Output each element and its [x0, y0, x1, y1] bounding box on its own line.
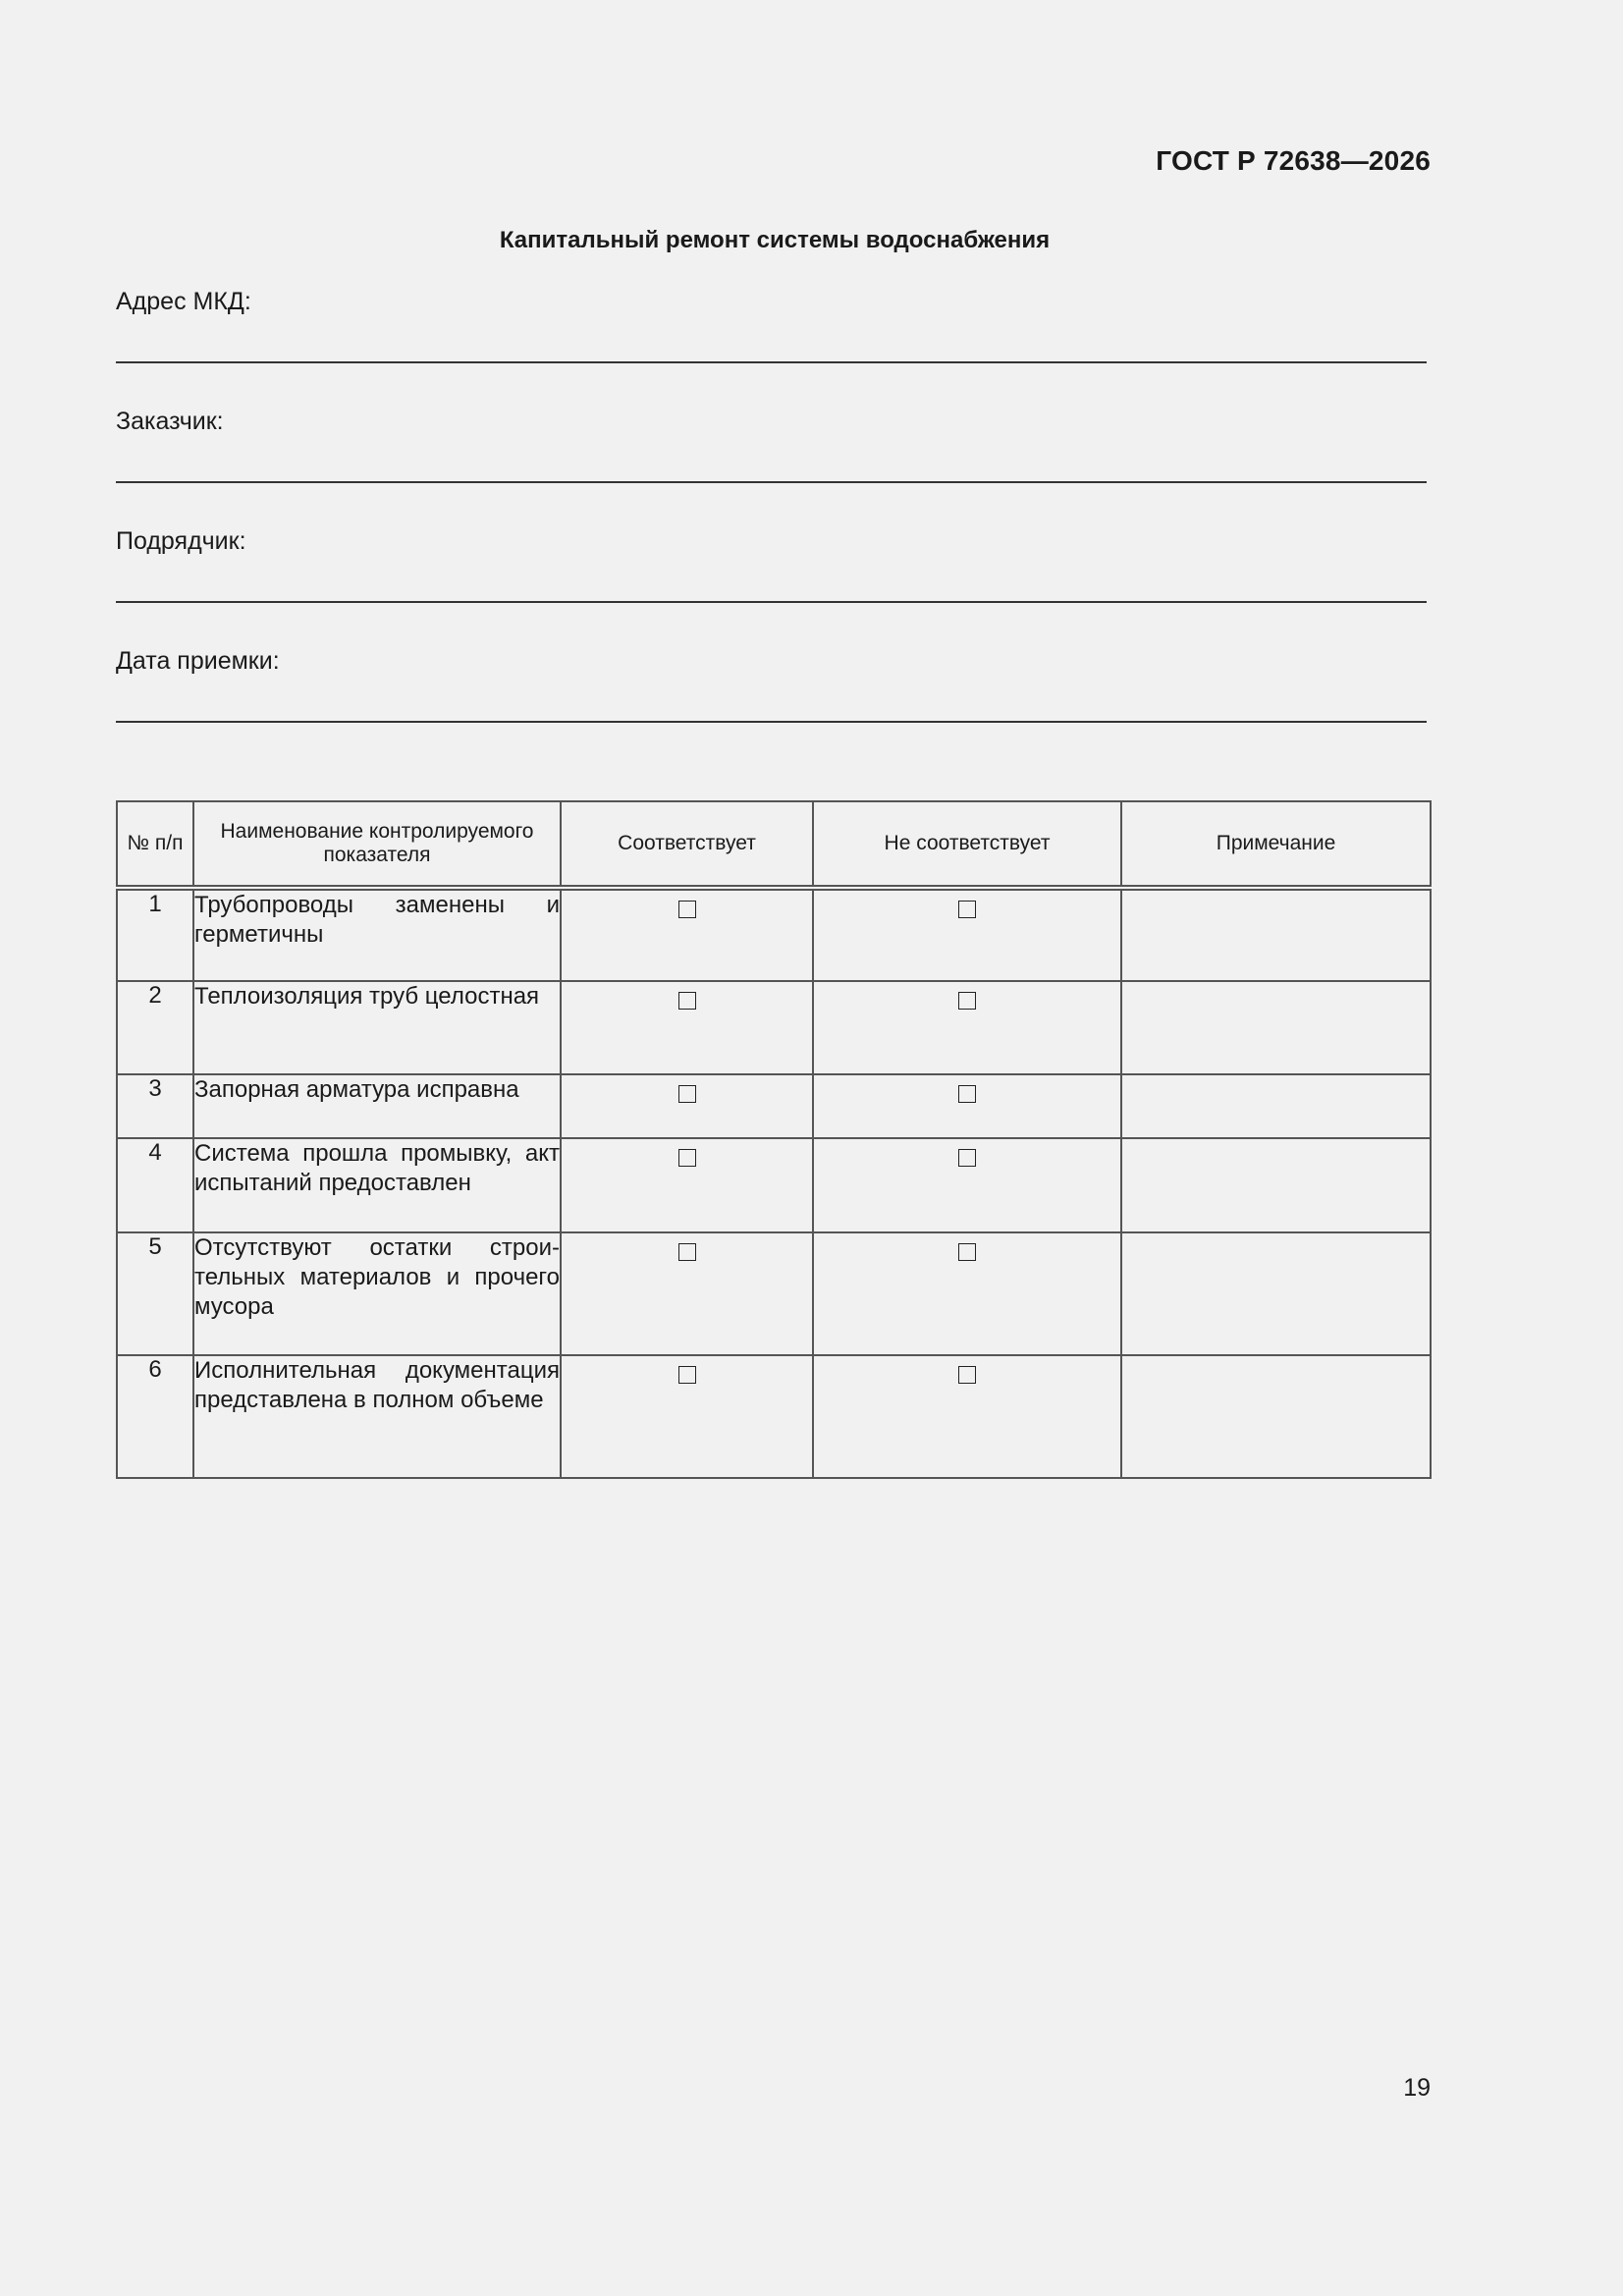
field-acceptance-date — [116, 646, 1427, 723]
row-number: 1 — [117, 888, 193, 981]
note-cell[interactable] — [1121, 1355, 1431, 1478]
row-indicator: Запорная арматура исправна — [193, 1074, 561, 1138]
table-row — [117, 1232, 1431, 1355]
note-cell[interactable] — [1121, 1074, 1431, 1138]
field-customer — [116, 407, 1427, 483]
field-acceptance-date-label: Дата приемки: — [116, 647, 280, 675]
field-contractor-label: Подрядчик: — [116, 527, 246, 555]
table-row — [117, 1355, 1431, 1478]
complies-checkbox[interactable] — [678, 1366, 696, 1384]
document-code: ГОСТ Р 72638—2026 — [1156, 145, 1431, 176]
field-acceptance-date-line[interactable] — [116, 721, 1427, 723]
note-cell[interactable] — [1121, 1138, 1431, 1232]
field-address-label: Адрес МКД: — [116, 288, 251, 315]
not-complies-checkbox[interactable] — [958, 1149, 976, 1167]
page-number: 19 — [1403, 2074, 1431, 2102]
row-number: 3 — [117, 1074, 193, 1138]
complies-checkbox[interactable] — [678, 1085, 696, 1103]
complies-checkbox[interactable] — [678, 992, 696, 1010]
not-complies-checkbox[interactable] — [958, 1085, 976, 1103]
not-complies-checkbox[interactable] — [958, 992, 976, 1010]
not-complies-checkbox[interactable] — [958, 1243, 976, 1261]
field-customer-label: Заказчик: — [116, 408, 224, 435]
form-title: Капитальный ремонт системы водоснабжения — [499, 227, 1051, 253]
field-address-line[interactable] — [116, 361, 1427, 363]
header-not-ok: Не соответствует — [813, 801, 1121, 888]
not-complies-checkbox[interactable] — [958, 901, 976, 918]
field-address — [116, 287, 1427, 363]
checklist-table — [116, 800, 1432, 1479]
table-header-row — [117, 801, 1431, 888]
table-row — [117, 1074, 1431, 1138]
table-row — [117, 888, 1431, 981]
note-cell[interactable] — [1121, 981, 1431, 1074]
note-cell[interactable] — [1121, 1232, 1431, 1355]
row-number: 5 — [117, 1232, 193, 1355]
complies-checkbox[interactable] — [678, 1243, 696, 1261]
field-customer-line[interactable] — [116, 481, 1427, 483]
complies-checkbox[interactable] — [678, 901, 696, 918]
field-contractor — [116, 526, 1427, 603]
note-cell[interactable] — [1121, 888, 1431, 981]
row-number: 4 — [117, 1138, 193, 1232]
field-contractor-line[interactable] — [116, 601, 1427, 603]
header-note: Примечание — [1121, 801, 1431, 888]
table-row — [117, 981, 1431, 1074]
row-indicator: Исполнительная документация представлена в полном объеме — [193, 1355, 561, 1478]
complies-checkbox[interactable] — [678, 1149, 696, 1167]
row-indicator: Трубопроводы заменены и герметичны — [193, 888, 561, 981]
header-name: Наименование контролируемого показателя — [193, 801, 561, 888]
not-complies-checkbox[interactable] — [958, 1366, 976, 1384]
row-number: 6 — [117, 1355, 193, 1478]
row-indicator: Теплоизоляция труб целостная — [193, 981, 561, 1074]
row-number: 2 — [117, 981, 193, 1074]
row-indicator: Система прошла промывку, акт испытаний предоставлен — [193, 1138, 561, 1232]
row-indicator: Отсутствуют остатки строительных материалов и прочего мусора — [193, 1232, 561, 1355]
header-num: № п/п — [117, 801, 193, 888]
table-row — [117, 1138, 1431, 1232]
header-ok: Соответствует — [561, 801, 813, 888]
